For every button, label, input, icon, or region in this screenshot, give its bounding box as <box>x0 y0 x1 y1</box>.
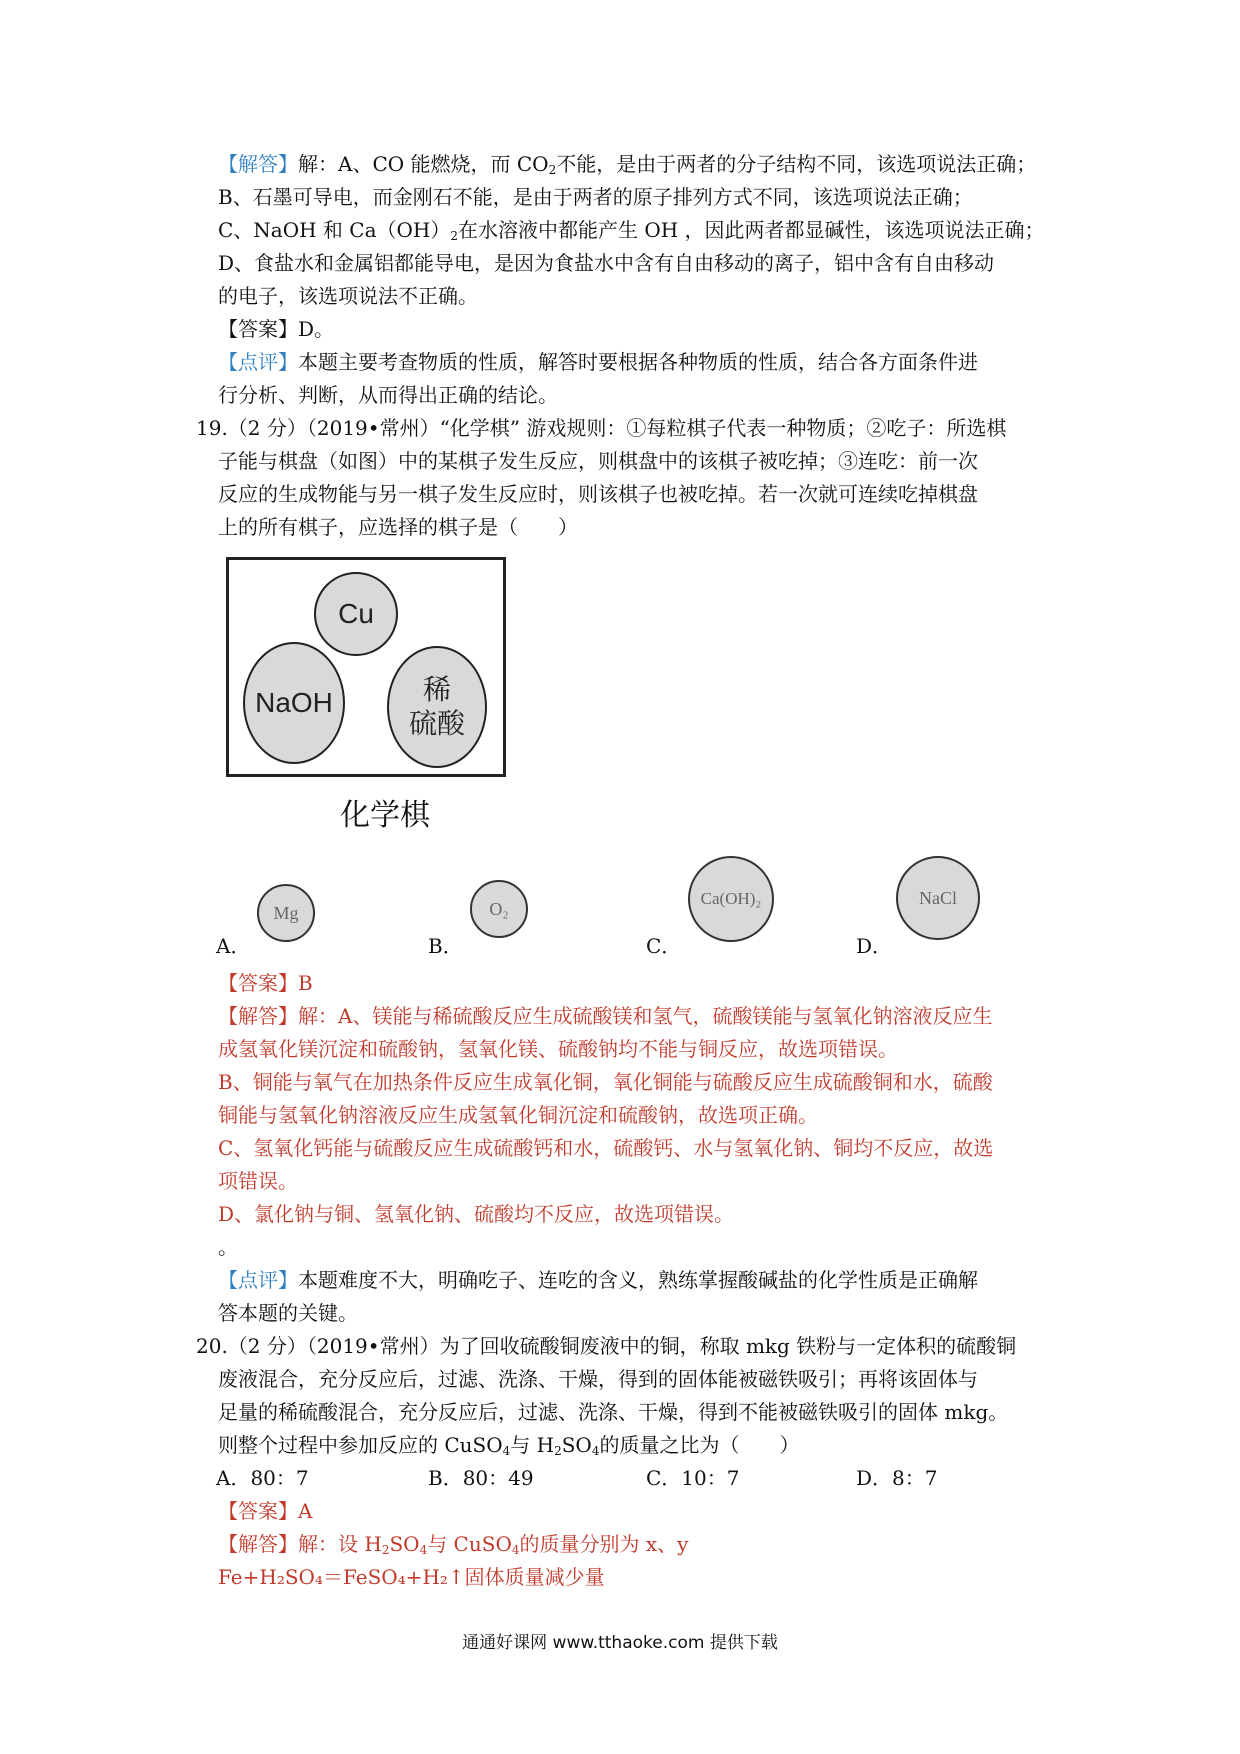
solution-line: 铜能与氢氧化钠溶液反应生成氢氧化铜沉淀和硫酸钠，故选项正确。 <box>218 1103 818 1127</box>
answer-line: 【答案】A <box>218 1499 313 1523</box>
chess-board <box>226 557 506 777</box>
solution-line: B、石墨可导电，而金刚石不能，是由于两者的原子排列方式不同，该选项说法正确； <box>218 185 973 209</box>
question-19-stem: 子能与棋盘（如图）中的某棋子发生反应，则棋盘中的该棋子被吃掉；③连吃：前一次 <box>218 449 978 473</box>
question-20-stem: 则整个过程中参加反应的 CuSO$_4$与 $H_2SO_4$的质量之比为（ ） <box>218 1433 800 1458</box>
piece-cu: Cu <box>314 572 398 656</box>
solution-line: 。 <box>218 1235 238 1259</box>
solution-line: C、氢氧化钙能与硫酸反应生成硫酸钙和水，硫酸钙、水与氢氧化钠、铜均不反应，故选 <box>218 1136 994 1160</box>
option-a-piece[interactable]: Mg <box>257 884 315 942</box>
solution-line: D、食盐水和金属铝都能导电，是因为食盐水中含有自由移动的离子，铝中含有自由移动 <box>218 251 995 275</box>
solution-line: 的电子，该选项说法不正确。 <box>218 284 478 308</box>
option-c-label: C． <box>646 934 682 958</box>
option-a[interactable]: A．80：7 <box>216 1466 309 1490</box>
review-line: 行分析、判断，从而得出正确的结论。 <box>218 383 558 407</box>
question-20-stem: 废液混合，充分反应后，过滤、洗涤、干燥，得到的固体能被磁铁吸引；再将该固体与 <box>218 1367 978 1391</box>
board-caption: 化学棋 <box>340 798 430 833</box>
solution-line: 成氢氧化镁沉淀和硫酸钠，氢氧化镁、硫酸钠均不能与铜反应，故选项错误。 <box>218 1037 898 1061</box>
answer-line: 【答案】D。 <box>218 317 335 341</box>
question-20-stem: 足量的稀硫酸混合，充分反应后，过滤、洗涤、干燥，得到不能被磁铁吸引的固体 mkg。 <box>218 1400 1009 1424</box>
solution-line: 【解答】解：A、CO 能燃烧，而 $CO_2$不能，是由于两者的分子结构不同，该选项说法正确； <box>218 152 1037 177</box>
solution-line: C、NaOH 和 $Ca(OH)_2$在水溶液中都能产生 OH ，因此两者都显碱性，该选项说法正确； <box>218 218 1045 243</box>
option-c[interactable]: C．10：7 <box>646 1466 740 1490</box>
option-d[interactable]: D．8：7 <box>856 1466 938 1490</box>
solution-line: 项错误。 <box>218 1169 298 1193</box>
question-19-stem: 上的所有棋子，应选择的棋子是（ ） <box>218 515 578 539</box>
option-b-label: B． <box>428 934 463 958</box>
option-d-label: D． <box>856 934 893 958</box>
piece-dilute-sulfuric-acid: 稀 硫酸 <box>387 646 487 768</box>
solution-line: 【解答】解：设 $H_2SO_4$与 CuSO$_4$的质量分别为 x、y <box>218 1532 689 1557</box>
page-footer: 通通好课网 www.tthaoke.com 提供下载 <box>462 1633 778 1653</box>
option-a-label: A． <box>216 934 251 958</box>
option-c-piece[interactable]: Ca(OH)₂ <box>688 856 774 942</box>
option-b-piece[interactable]: O₂ <box>470 880 528 938</box>
equation-line: Fe+H₂SO₄＝FeSO₄+H₂↑固体质量减少量 <box>218 1565 605 1589</box>
question-19-stem: 19.（2 分）（2019•常州）“化学棋” 游戏规则：①每粒棋子代表一种物质；②吃子：所选棋 <box>196 416 1007 440</box>
option-d-piece[interactable]: NaCl <box>896 856 980 940</box>
solution-line: 【解答】解：A、镁能与稀硫酸反应生成硫酸镁和氢气，硫酸镁能与氢氧化钠溶液反应生 <box>218 1004 993 1028</box>
review-line: 【点评】本题主要考查物质的性质，解答时要根据各种物质的性质，结合各方面条件进 <box>218 350 978 374</box>
question-20-stem: 20.（2 分）（2019•常州）为了回收硫酸铜废液中的铜，称取 mkg 铁粉与一定体积的硫酸铜 <box>196 1334 1017 1358</box>
answer-line: 【答案】B <box>218 971 313 995</box>
piece-naoh: NaOH <box>243 642 345 764</box>
solution-line: D、氯化钠与铜、氢氧化钠、硫酸均不反应，故选项错误。 <box>218 1202 735 1226</box>
solution-line: B、铜能与氧气在加热条件反应生成氧化铜，氧化铜能与硫酸反应生成硫酸铜和水，硫酸 <box>218 1070 993 1094</box>
question-19-stem: 反应的生成物能与另一棋子发生反应时，则该棋子也被吃掉。若一次就可连续吃掉棋盘 <box>218 482 978 506</box>
review-line: 答本题的关键。 <box>218 1301 358 1325</box>
review-line: 【点评】本题难度不大，明确吃子、连吃的含义，熟练掌握酸碱盐的化学性质是正确解 <box>218 1268 978 1292</box>
option-b[interactable]: B．80：49 <box>428 1466 534 1490</box>
